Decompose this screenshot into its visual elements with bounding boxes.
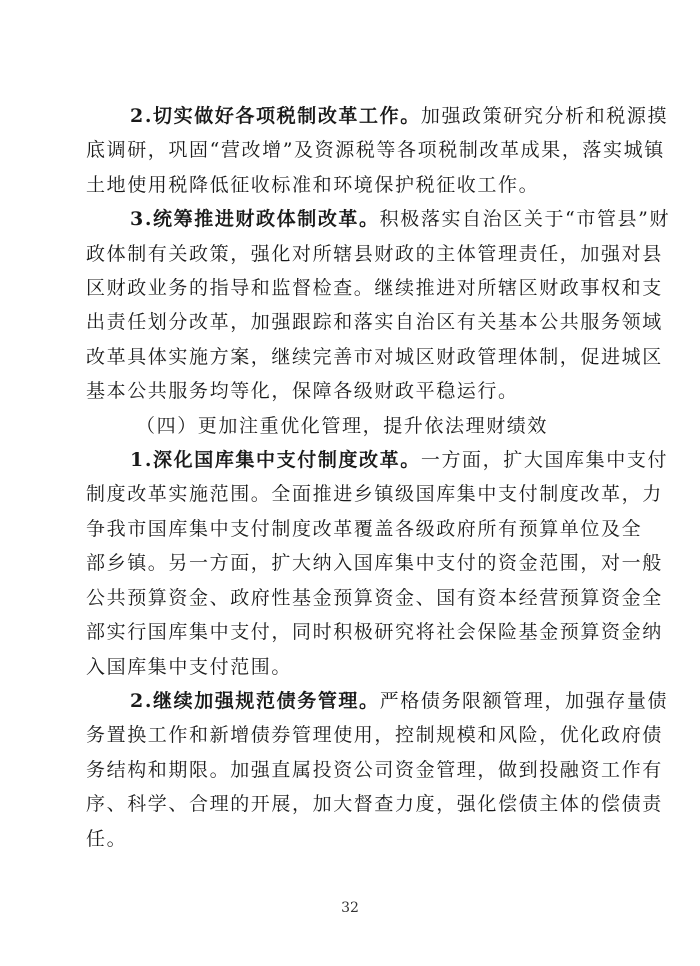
- document-body: [86, 99, 671, 856]
- paragraph-line: 务结构和期限。加强直属投资公司资金管理，做到投融资工作有: [86, 758, 663, 781]
- paragraph-line: 政体制有关政策，强化对所辖县财政的主体管理责任，加强对县: [86, 242, 663, 265]
- paragraph-treasury-reform: [86, 443, 669, 684]
- paragraph-line: 务置换工作和新增债券管理使用，控制规模和风险，优化政府债: [86, 724, 663, 747]
- paragraph-line: 底调研，巩固“营改增”及资源税等各项税制改革成果，落实城镇: [86, 139, 665, 162]
- paragraph-line: 制度改革实施范围。全面推进乡镇级国库集中支付制度改革，力: [86, 483, 663, 506]
- paragraph-line: 公共预算资金、政府性基金预算资金、国有资本经营预算资金全: [86, 586, 663, 609]
- paragraph-line: 部乡镇。另一方面，扩大纳入国库集中支付的资金范围，对一般: [86, 552, 663, 575]
- paragraph-lead: 3.统筹推进财政体制改革。: [130, 208, 380, 231]
- paragraph-line: 区财政业务的指导和监督检查。继续推进对所辖区财政事权和支: [86, 277, 663, 300]
- paragraph-line: 基本公共服务均等化，保障各级财政平稳运行。: [86, 380, 519, 403]
- paragraph-line: 1.深化国库集中支付制度改革。一方面，扩大国库集中支付: [130, 449, 669, 472]
- paragraph-lead: 1.深化国库集中支付制度改革。: [130, 449, 421, 472]
- paragraph-line: 出责任划分改革，加强跟踪和落实自治区有关基本公共服务领域: [86, 311, 663, 334]
- paragraph-line: 2.继续加强规范债务管理。严格债务限额管理，加强存量债: [130, 689, 669, 712]
- paragraph-debt-management: [86, 684, 669, 856]
- page-number: 32: [341, 900, 359, 916]
- paragraph-line: 任。: [86, 827, 128, 850]
- paragraph-line: 土地使用税降低征收标准和环境保护税征收工作。: [86, 173, 540, 196]
- paragraph-lead: 2.继续加强规范债务管理。: [130, 689, 380, 712]
- paragraph-line: 部实行国库集中支付，同时积极研究将社会保险基金预算资金纳: [86, 621, 663, 644]
- paragraph-line: 争我市国库集中支付制度改革覆盖各级政府所有预算单位及全: [86, 517, 643, 540]
- paragraph-line: 2.切实做好各项税制改革工作。加强政策研究分析和税源摸: [130, 105, 669, 127]
- paragraph-line: 3.统筹推进财政体制改革。积极落实自治区关于“市管县”财: [130, 208, 671, 231]
- paragraph-line: 入国库集中支付范围。: [86, 655, 293, 678]
- paragraph-line: 改革具体实施方案，继续完善市对城区财政管理体制，促进城区: [86, 345, 663, 368]
- paragraph-tax-reform: [86, 99, 669, 202]
- paragraph-fiscal-system-reform: [86, 202, 671, 408]
- section-subheading: （四）更加注重优化管理，提升依法理财绩效: [136, 414, 549, 437]
- paragraph-line: 序、科学、合理的开展，加大督查力度，强化偿债主体的偿债责: [86, 793, 663, 816]
- paragraph-lead: 2.切实做好各项税制改革工作。: [130, 105, 421, 127]
